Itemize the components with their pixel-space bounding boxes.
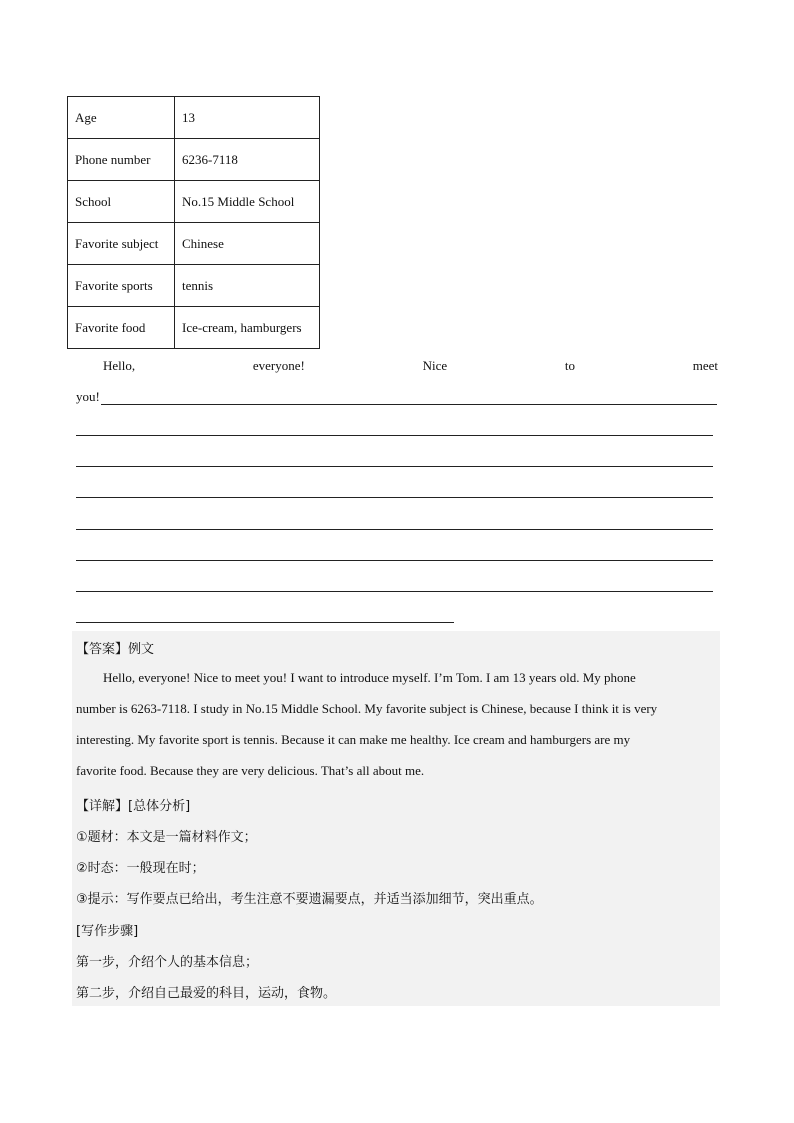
answer-heading: 【答案】例文 <box>76 642 155 657</box>
info-table <box>67 96 320 349</box>
table-row <box>68 181 320 223</box>
answer-line: favorite food. Because they are very delicious. That’s all about me. <box>76 763 425 778</box>
row-value: tennis <box>175 265 320 307</box>
answer-line: interesting. My favorite sport is tennis. Because it can make me healthy. Ice cream and hamburgers are my <box>76 732 631 747</box>
answer-line: Hello, everyone! Nice to meet you! I want to introduce myself. I’m Tom. I am 13 years old. My phone <box>103 670 636 685</box>
writing-line[interactable] <box>76 529 713 530</box>
row-value: Chinese <box>175 223 320 265</box>
table-row <box>68 223 320 265</box>
prompt-word: to <box>564 358 575 373</box>
row-label: Favorite food <box>68 307 175 349</box>
writing-line[interactable] <box>76 622 454 623</box>
step-item: 第二步，介绍自己最爱的科目，运动，食物。 <box>76 986 337 1001</box>
row-value: No.15 Middle School <box>175 181 320 223</box>
detail-item: ③提示：写作要点已给出，考生注意不要遗漏要点，并适当添加细节，突出重点。 <box>76 892 543 907</box>
table-row <box>68 307 320 349</box>
writing-line[interactable] <box>101 404 717 405</box>
row-value: Ice-cream, hamburgers <box>175 307 320 349</box>
writing-line[interactable] <box>76 497 713 498</box>
prompt-word: meet <box>692 358 718 373</box>
prompt-second-line: you! <box>76 389 100 404</box>
writing-line[interactable] <box>76 560 713 561</box>
table-row <box>68 97 320 139</box>
writing-line[interactable] <box>76 466 713 467</box>
steps-heading: [写作步骤] <box>76 924 139 939</box>
answer-box <box>72 631 720 1006</box>
table-row <box>68 265 320 307</box>
prompt-word: everyone! <box>252 358 305 373</box>
detail-item: ②时态：一般现在时； <box>76 861 205 876</box>
row-value: 6236-7118 <box>175 139 320 181</box>
detail-item: ①题材：本文是一篇材料作文； <box>76 830 257 845</box>
prompt-word: Hello, <box>103 358 136 373</box>
detail-heading: 【详解】[总体分析] <box>76 799 191 814</box>
row-label: Favorite subject <box>68 223 175 265</box>
writing-line[interactable] <box>76 435 713 436</box>
row-label: Phone number <box>68 139 175 181</box>
row-value: 13 <box>175 97 320 139</box>
prompt-first-line <box>76 358 718 374</box>
table-row <box>68 139 320 181</box>
answer-line: number is 6263-7118. I study in No.15 Middle School. My favorite subject is Chinese, because I think it is very <box>76 701 658 716</box>
row-label: Age <box>68 97 175 139</box>
writing-line[interactable] <box>76 591 713 592</box>
row-label: School <box>68 181 175 223</box>
prompt-word: Nice <box>422 358 448 373</box>
step-item: 第一步，介绍个人的基本信息； <box>76 955 259 970</box>
row-label: Favorite sports <box>68 265 175 307</box>
